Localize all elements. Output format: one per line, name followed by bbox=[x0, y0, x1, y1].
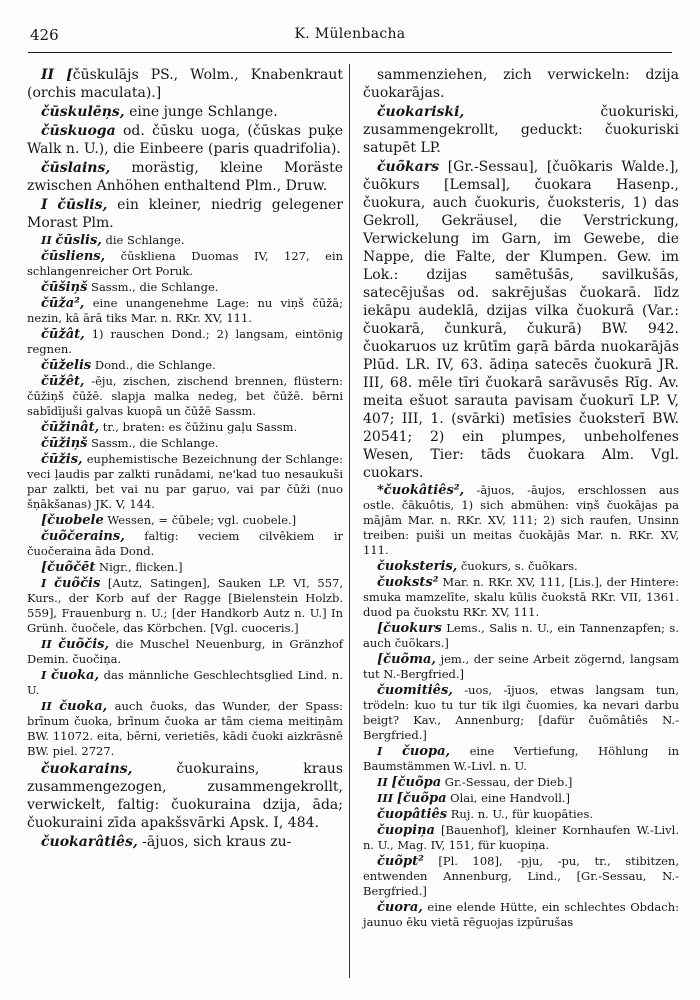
entry-definition: Mar. n. RKr. XV, 111, [Lis.], der Hintere: smuka mamzelīte, skalu kūlis čuokstā RKr. VII, 1361. duod pa čuokstu RKr. XV, 111. bbox=[363, 575, 679, 619]
entry-definition: eine unangenehme Lage: nu viņš čūžā; nezin, kā ārā tiks Mar. n. RKr. XV, 111. bbox=[27, 296, 343, 325]
homonym-number: II bbox=[41, 699, 52, 713]
headword: čuõčerains, bbox=[41, 529, 125, 544]
dictionary-entry bbox=[27, 576, 343, 636]
homonym-number: I bbox=[41, 668, 47, 682]
entry-definition: euphemistische Bezeichnung der Schlange: veci ļaudis par zalkti runādami, ne'kad tuo nesaukuši par zalkti, bet vai nu par gaŗuo, vai par čūži (nuo šņākšanas) JK. V, 144. bbox=[27, 452, 343, 511]
entry-definition: -uos, -ījuos, etwas langsam tun, trödeln: kuo tu tur tik ilgi čuomies, ka nevari darbu beigt? Kav., Annenburg; [dafür čuõmâtiês N.-Bergfried.] bbox=[363, 683, 679, 742]
entry-definition: čūskliena Duomas IV, 127, ein schlangenreicher Ort Poruk. bbox=[27, 249, 343, 278]
headword: [čuõčēt bbox=[41, 560, 96, 575]
dictionary-entry bbox=[27, 159, 343, 195]
dictionary-entry bbox=[27, 760, 343, 832]
entry-definition: die Muschel Neuenburg, in Gränzhof Demin. čuočiņa. bbox=[27, 637, 344, 666]
dictionary-entry bbox=[27, 420, 343, 435]
headword: čuoka, bbox=[51, 668, 99, 683]
header-rule bbox=[28, 52, 672, 53]
page-number: 426 bbox=[30, 26, 59, 44]
dictionary-entry bbox=[363, 103, 679, 157]
headword: čūžis, bbox=[41, 452, 83, 467]
entry-definition: [Gr.-Sessau], [čuõkaris Walde.], čuõkurs [Lemsal], čuokara Hasenp., čuokura, auch čuokuris, čuoksteris, 1) das Gekroll, Gekräusel, die Verstrickung, Verwickelung im Garn, im Gewebe, die Nappe, die Falte, der Klumpen. Gew. im Lok.: dzijas samētušās, savilkušās, satecējušas od. sakrējušas čuokarā. līdz iekāpu audeklā, dzijas vilka čuokurā (Var.: čuokarā, čunkurā, čukurā) BW. 942. čuokaruos uz krūtīm gaŗā bārda nuokarājās Plūd. LR. IV, 63. ādiņa satecēs čuokurā JR. III, 68. mēle tīri čuokarā sarāvusēs Rīg. Av. meita ešuot sarauta pavisam čuokurī LP. V, 407; III, 1. (svārki) metīsies čuoksterī BW. 20541; 2) ein plumpes, unbeholfenes Wesen, Tier: tāds čuokara Alm. Vgl. cuokars. bbox=[363, 159, 679, 481]
entry-definition: Nigr., flicken.] bbox=[95, 560, 183, 574]
headword: čuopa, bbox=[401, 744, 451, 759]
dictionary-entry bbox=[363, 854, 679, 899]
entry-definition: eine Vertiefung, Höhlung in Baumstämmen W.-Livl. n. U. bbox=[363, 744, 680, 773]
headword: čūslis, bbox=[55, 233, 102, 248]
dictionary-entry bbox=[363, 559, 679, 574]
homonym-number: II bbox=[377, 775, 388, 789]
entry-definition: jem., der seine Arbeit zögernd, langsam tut N.-Bergfried.] bbox=[363, 652, 679, 681]
headword: čūsliens, bbox=[41, 249, 106, 264]
headword: čūskulēņs, bbox=[41, 104, 125, 120]
dictionary-entry bbox=[363, 744, 679, 774]
homonym-number: I bbox=[41, 197, 48, 213]
entry-definition: ein kleiner, niedrig gelegener Morast Plm. bbox=[27, 197, 344, 231]
dictionary-entry bbox=[363, 683, 679, 743]
dictionary-entry bbox=[363, 807, 679, 822]
dictionary-entry bbox=[27, 358, 343, 373]
homonym-number: III bbox=[377, 791, 394, 805]
entry-definition: čūskulājs PS., Wolm., Knabenkraut (orchis maculata).] bbox=[27, 67, 343, 101]
headword: čūžêt, bbox=[41, 374, 85, 389]
headword: čuokariski, bbox=[377, 104, 465, 120]
entry-definition: [Pl. 108], -pju, -pu, tr., stibitzen, entwenden Annenburg, Lind., [Gr.-Sessau, N.-Bergfried.] bbox=[363, 854, 679, 898]
homonym-number: I bbox=[377, 744, 383, 758]
dictionary-entry bbox=[27, 529, 343, 559]
headword: čuoka, bbox=[59, 699, 108, 714]
left-column bbox=[27, 66, 343, 852]
dictionary-entry bbox=[27, 122, 343, 158]
headword: čūskuoga bbox=[41, 123, 116, 139]
entry-definition: Wessen, = čūbele; vgl. cuobele.] bbox=[103, 513, 297, 527]
headword: čuopiņa bbox=[377, 823, 435, 838]
running-head: K. Mülenbacha bbox=[294, 26, 406, 42]
dictionary-entry bbox=[27, 833, 343, 851]
dictionary-entry bbox=[363, 575, 679, 620]
dictionary-entry bbox=[363, 823, 679, 853]
entry-definition: Dond., die Schlange. bbox=[91, 358, 216, 372]
headword: čuokarâtiês, bbox=[41, 834, 138, 850]
homonym-number: II bbox=[41, 233, 52, 247]
entry-definition: Gr.-Sessau, der Dieb.] bbox=[441, 775, 573, 789]
entry-definition: Lems., Salis n. U., ein Tannenzapfen; s. auch čuõkars.] bbox=[363, 621, 679, 650]
headword: čuora, bbox=[377, 900, 423, 915]
headword: čūžinât, bbox=[41, 420, 100, 435]
headword: čuõčis, bbox=[58, 637, 109, 652]
entry-definition: -ēju, zischen, zischend brennen, flüstern: čūžiņš čūžē. slapja malka nedeg, bet čūžē. bērni sabīdījuši galvas kuopā un čūžē Sassm. bbox=[27, 374, 343, 418]
entry-definition: auch čuoks, das Wunder, der Spass: brīnum čuoka, brīnum čuoka ar tām ciema meitiņām BW. 11072. eita, bērni, verietiēs, kādi čuoki aizkrāsnē BW. piel. 2727. bbox=[27, 699, 343, 758]
dictionary-entry bbox=[27, 436, 343, 451]
column-divider bbox=[349, 64, 350, 978]
dictionary-entry bbox=[27, 699, 343, 759]
entry-definition: od. čūsku uoga, (čūskas puķe Walk n. U.), die Einbeere (paris quadrifolia). bbox=[27, 123, 343, 157]
dictionary-entry bbox=[363, 652, 679, 682]
entry-definition: morästig, kleine Moräste zwischen Anhöhen enthaltend Plm., Druw. bbox=[27, 160, 343, 194]
dictionary-entry bbox=[363, 483, 679, 558]
dictionary-entry bbox=[27, 196, 343, 232]
dictionary-entry bbox=[363, 66, 679, 102]
headword: čuõkars bbox=[377, 159, 440, 175]
dictionary-entry bbox=[27, 560, 343, 575]
headword: čūželis bbox=[41, 358, 92, 373]
entry-definition: das männliche Geschlechtsglied Lind. n. U. bbox=[27, 668, 343, 697]
dictionary-entry bbox=[27, 233, 343, 248]
headword: čūžiņš bbox=[41, 436, 88, 451]
right-column bbox=[363, 66, 679, 931]
dictionary-entry bbox=[27, 327, 343, 357]
headword: [čuobele bbox=[41, 513, 104, 528]
headword: čūslis, bbox=[57, 197, 108, 213]
entry-definition: [Bauenhof], kleiner Kornhaufen W.-Livl. n. U., Mag. IV, 151, für kuopiņa. bbox=[363, 823, 679, 852]
headword: čūšiņš bbox=[41, 280, 88, 295]
entry-definition: sammenziehen, zich verwickeln: dzija čuokarājas. bbox=[363, 67, 679, 101]
headword: čūslains, bbox=[41, 160, 111, 176]
headword: čūžât, bbox=[41, 327, 85, 342]
entry-definition: -ājuos, sich kraus zu- bbox=[137, 834, 292, 850]
headword: čuopâtiês bbox=[377, 807, 448, 822]
dictionary-entry bbox=[27, 66, 343, 102]
entry-definition: 1) rauschen Dond.; 2) langsam, eintönig regnen. bbox=[27, 327, 343, 356]
dictionary-entry bbox=[363, 791, 679, 806]
page-header bbox=[30, 26, 670, 46]
headword: čuoksteris, bbox=[377, 559, 458, 574]
dictionary-entry bbox=[27, 296, 343, 326]
dictionary-entry bbox=[363, 775, 679, 790]
homonym-number: II bbox=[41, 637, 52, 651]
dictionary-entry bbox=[27, 637, 343, 667]
entry-definition: čuokurs, s. čuõkars. bbox=[457, 559, 578, 573]
headword: čūža², bbox=[41, 296, 85, 311]
homonym-number: I bbox=[41, 576, 47, 590]
entry-definition: čuokurains, kraus zusammengezogen, zusammengekrollt, verwickelt, faltig: čuokuraina dzija, āda; čuokuraini zīda apakšsvārki Apsk. I, 484. bbox=[27, 761, 343, 831]
headword: čuomitiês, bbox=[377, 683, 453, 698]
entry-definition: eine junge Schlange. bbox=[124, 104, 278, 120]
headword: [čuõpa bbox=[391, 775, 442, 790]
entry-definition: čuokuriski, zusammengekrollt, geduckt: čuokuriski satupēt LP. bbox=[363, 104, 679, 156]
headword: [čuõma, bbox=[377, 652, 436, 667]
dictionary-entry bbox=[27, 280, 343, 295]
entry-definition: Olai, eine Handvoll.] bbox=[446, 791, 571, 805]
entry-definition: faltig: veciem cilvēkiem ir čuočeraina āda Dond. bbox=[27, 529, 343, 558]
dictionary-entry bbox=[27, 374, 343, 419]
entry-definition: eine elende Hütte, ein schlechtes Obdach: jaunuo ēku vietā rēguojas izpūrušas bbox=[363, 900, 679, 929]
homonym-number: II bbox=[41, 67, 55, 83]
headword: čuõčis bbox=[54, 576, 101, 591]
entry-definition: tr., braten: es čūžinu gaļu Sassm. bbox=[99, 420, 298, 434]
dictionary-entry bbox=[363, 900, 679, 930]
dictionary-entry bbox=[363, 158, 679, 482]
entry-definition: Sassm., die Schlange. bbox=[87, 436, 219, 450]
headword: [čuõpa bbox=[396, 791, 447, 806]
headword: [ bbox=[66, 67, 73, 83]
entry-definition: [Autz, Satingen], Sauken LP. VI, 557, Kurs., der Korb auf der Ragge [Bielenstein Holzb. 559], Frauenburg n. U.; [der Handkorb Autz n. U.] In Grünh. čuočele, das Körbchen. [Vgl. cuoceris.] bbox=[27, 576, 343, 635]
entry-definition: Ruj. n. U., für kuopāties. bbox=[447, 807, 594, 821]
dictionary-entry bbox=[27, 513, 343, 528]
headword: čuoksts² bbox=[377, 575, 439, 590]
entry-definition: Sassm., die Schlange. bbox=[87, 280, 219, 294]
headword: čuõpt² bbox=[377, 854, 424, 869]
dictionary-entry bbox=[363, 621, 679, 651]
dictionary-entry bbox=[27, 249, 343, 279]
dictionary-entry bbox=[27, 452, 343, 512]
headword: čuokarains, bbox=[41, 761, 133, 777]
dictionary-entry bbox=[27, 668, 343, 698]
entry-definition: die Schlange. bbox=[101, 233, 185, 247]
headword: *čuokâtiês², bbox=[377, 483, 465, 498]
entry-definition: -ājuos, -āujos, erschlossen aus ostle. čākuôtis, 1) sich abmühen: viņš čuokājas pa mājām Mar. n. RKr. XV, 111; 2) sich raufen, Unsinn treiben: puiši un meitas čuokājās Mar. n. RKr. XV, 111. bbox=[363, 483, 679, 557]
headword: [čuokurs bbox=[377, 621, 442, 636]
dictionary-entry bbox=[27, 103, 343, 121]
